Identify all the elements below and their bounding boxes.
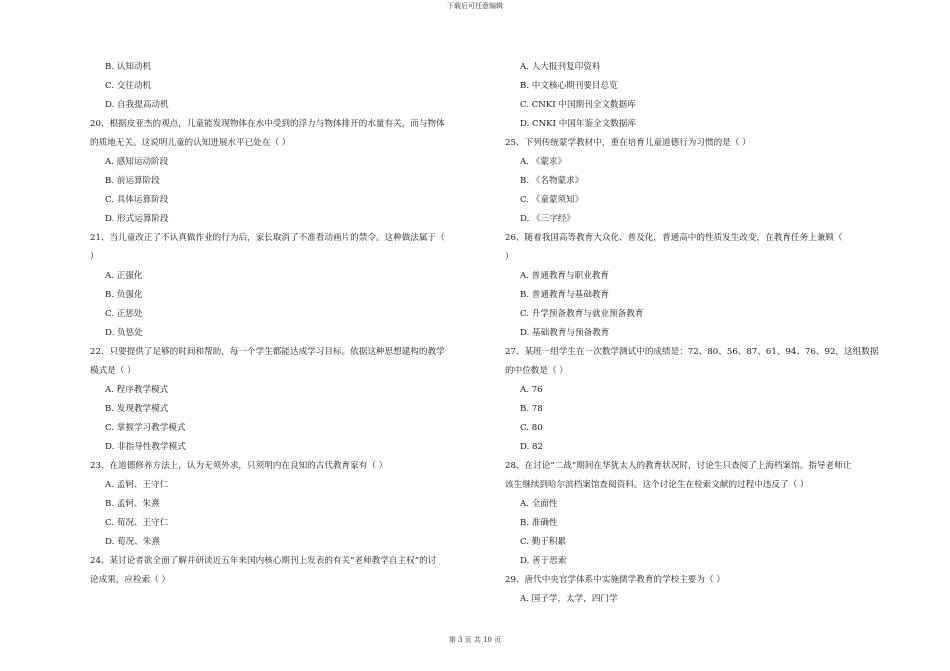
right-column [505,58,905,609]
answer-option: A. 人大报刊复印资料 [520,62,601,72]
answer-option: C. 掌握学习教学模式 [105,423,186,433]
answer-option: B. 前运算阶段 [105,176,160,186]
answer-option: A. 全面性 [520,499,558,509]
answer-option: C. CNKI 中国期刊全文数据库 [520,100,636,110]
answer-option: C. 80 [520,423,543,433]
question-text: 29、唐代中央官学体系中实施儒学教育的学校主要为（ ） [505,575,725,585]
answer-option: D. 自我提高动机 [105,100,169,110]
answer-option: B. 孟轲、朱熹 [105,499,160,509]
question-text: 24、某讨论者欲全面了解并研读近五年来国内核心期刊上发表的有关“老师教学自主权”的讨 [90,556,437,566]
question-text: 的质地无关。这说明儿童的认知进展水平已处在（ ） [90,138,291,148]
left-column [90,58,490,590]
question-text: 21、当儿童改正了不认真做作业的行为后，家长取消了不准看动画片的禁令。这种做法属于（ [90,233,445,243]
answer-option: C. 《童蒙须知》 [520,195,584,205]
question-text: 23、在道德修养方法上，认为无须外求，只须明内在良知的古代教育家有（ ） [90,461,388,471]
answer-option: A. 《蒙求》 [520,157,567,167]
answer-option: C. 荀况、王守仁 [105,518,169,528]
page-header-note: 下载后可任意编辑 [447,2,503,10]
answer-option: C. 具体运算阶段 [105,195,169,205]
answer-option: C. 交往动机 [105,81,152,91]
question-text: 论成果，应检索（ ） [90,575,171,585]
answer-option: A. 76 [520,385,543,395]
answer-option: D. 82 [520,442,543,452]
answer-option: D. 荀况、朱熹 [105,537,161,547]
answer-option: B. 普通教育与基础教育 [520,290,610,300]
answer-option: A. 感知运动阶段 [105,157,169,167]
answer-option: A. 普通教育与职业教育 [520,271,610,281]
answer-option: B. 中文核心期刊要目总览 [520,81,618,91]
answer-option: D. CNKI 中国年鉴全文数据库 [520,119,637,129]
question-text: 模式是（ ） [90,366,136,376]
question-text: ） [505,252,514,262]
answer-option: D. 基础教育与预备教育 [520,328,610,338]
answer-option: B. 78 [520,404,543,414]
question-text: 26、随着我国高等教育大众化、普及化，普通高中的性质发生改变，在教育任务上兼顾（ [505,233,843,243]
answer-option: D. 善于思索 [520,556,567,566]
answer-option: A. 国子学，太学，四门学 [520,594,618,604]
question-text: ） [90,252,99,262]
answer-option: C. 勤于积累 [520,537,567,547]
answer-option: A. 程序教学模式 [105,385,169,395]
answer-option: C. 正惩处 [105,309,143,319]
page-footer-number: 第 3 页 共 10 页 [448,636,502,644]
answer-option: A. 正强化 [105,271,143,281]
question-text: 28、在讨论“二战”期间在华犹太人的教育状况时，讨论生只查阅了上海档案馆。指导老师让 [505,461,852,471]
answer-option: B. 认知动机 [105,62,152,72]
question-text: 20、根据皮亚杰的观点，儿童能发现物体在水中受到的浮力与物体排开的水量有关，而与物体 [90,119,445,129]
answer-option: B. 《名物蒙求》 [520,176,584,186]
question-text: 25、下列传统蒙学教材中，重在培育儿童道德行为习惯的是（ ） [505,138,751,148]
answer-option: B. 发现教学模式 [105,404,169,414]
answer-option: B. 准确性 [520,518,558,528]
question-text: 的中位数是（ ） [505,366,568,376]
answer-option: A. 孟轲、王守仁 [105,480,169,490]
answer-option: D. 形式运算阶段 [105,214,169,224]
answer-option: D. 非指导性教学模式 [105,442,186,452]
answer-option: D. 负惩处 [105,328,143,338]
answer-option: C. 升学预备教育与就业预备教育 [520,309,644,319]
answer-option: B. 负强化 [105,290,143,300]
question-text: 27、某班一组学生在一次数学测试中的成绩是：72、80、56、87、61、94、76、92，这组数据 [505,347,879,357]
question-text: 22、只要提供了足够的时间和帮助，每一个学生都能达成学习目标。依据这种思想建构的教学 [90,347,445,357]
answer-option: D. 《三字经》 [520,214,576,224]
question-text: 该生继续到哈尔滨档案馆查阅资料。这个讨论生在检索文献的过程中违反了（ ） [505,480,809,490]
